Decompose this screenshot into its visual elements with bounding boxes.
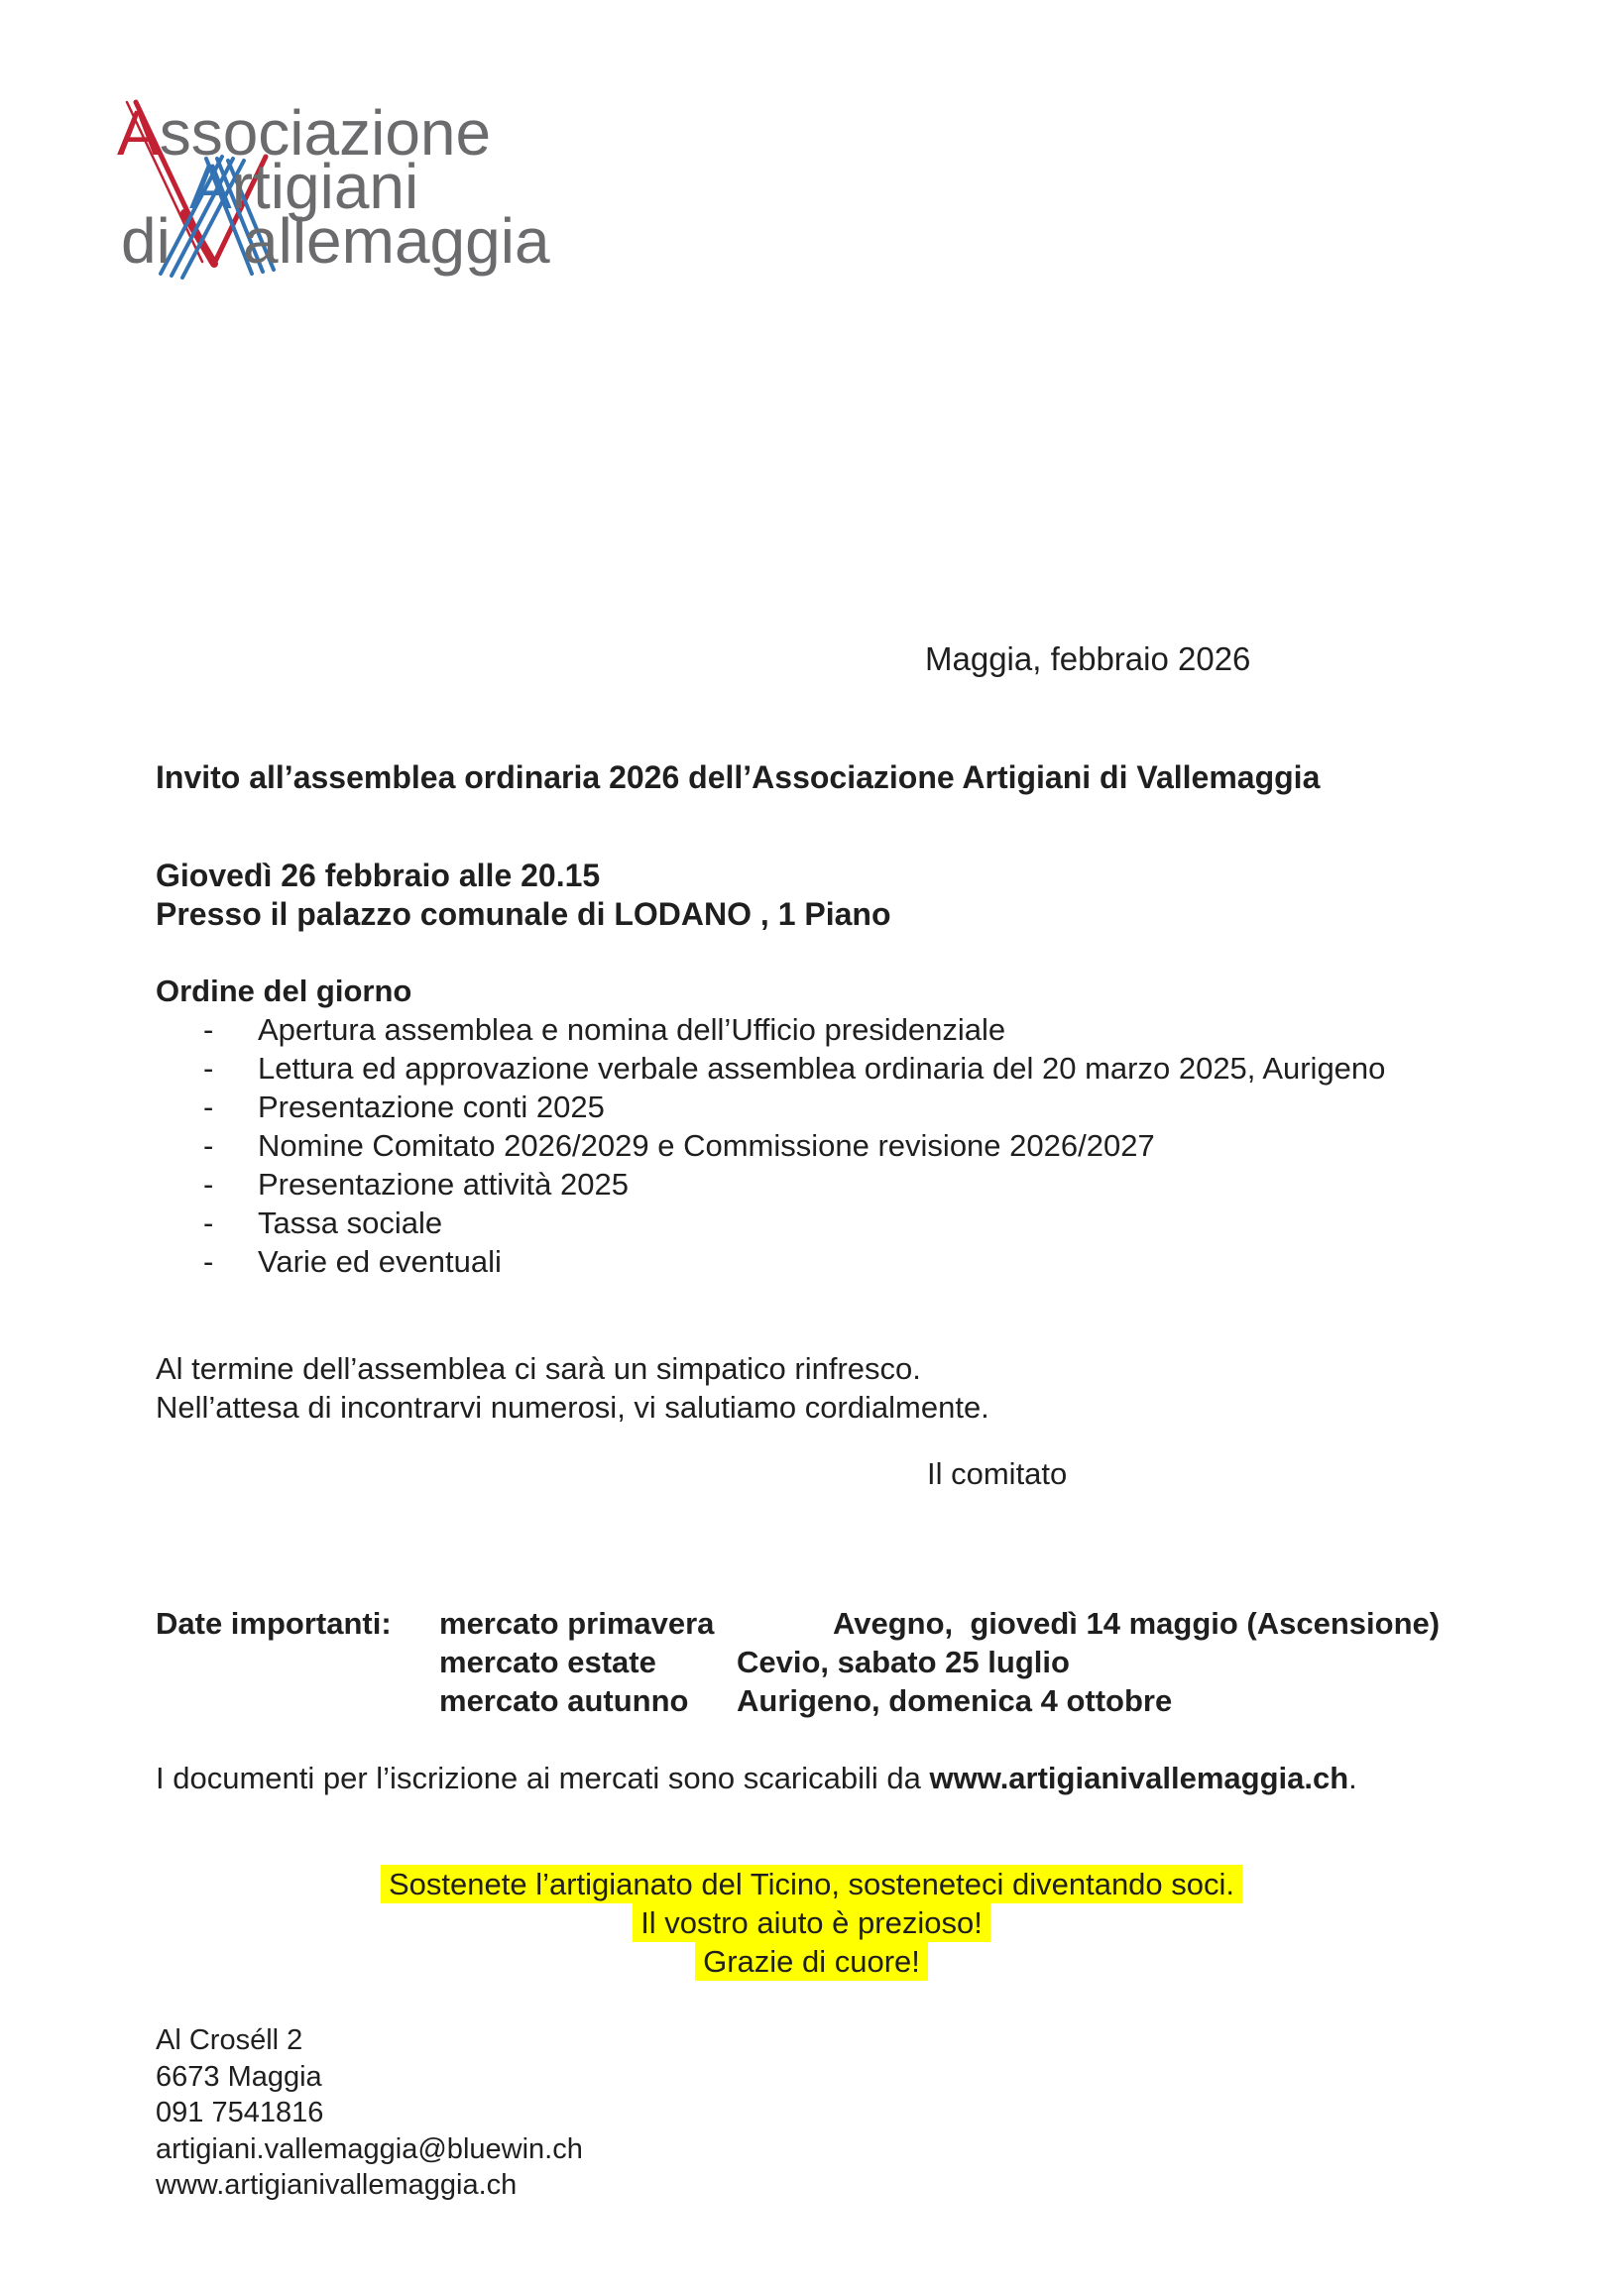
logo-line2: Artigiani	[189, 151, 419, 222]
meeting-datetime-location	[156, 857, 891, 934]
market-detail: Avegno, giovedì 14 maggio (Ascensione)	[833, 1606, 1441, 1641]
agenda-item-marker: -	[203, 1128, 214, 1163]
agenda-item	[156, 1242, 1405, 1281]
contact-city: 6673 Maggia	[156, 2060, 322, 2093]
appeal-line-2: Il vostro aiuto è prezioso!	[633, 1903, 990, 1942]
agenda-item	[156, 1204, 1405, 1242]
agenda-item	[156, 1049, 1405, 1088]
agenda-item-text: Presentazione attività 2025	[258, 1167, 629, 1202]
market-detail: Aurigeno, domenica 4 ottobre	[737, 1683, 1173, 1718]
market-name: mercato autunno	[439, 1683, 689, 1718]
signature: Il comitato	[927, 1456, 1068, 1491]
appeal-line-3: Grazie di cuore!	[695, 1942, 928, 1981]
membership-appeal	[156, 1865, 1467, 1981]
logo-line3-rest: allemaggia	[243, 205, 550, 277]
contact-email: artigiani.vallemaggia@bluewin.ch	[156, 2132, 583, 2165]
agenda-item	[156, 1010, 1405, 1049]
market-name: mercato primavera	[439, 1606, 715, 1641]
closing-line-2: Nell’attesa di incontrarvi numerosi, vi salutiamo cordialmente.	[156, 1390, 989, 1425]
download-website-url: www.artigianivallemaggia.ch	[929, 1761, 1349, 1795]
logo-line3-di: di	[121, 205, 171, 277]
contact-block	[156, 2022, 583, 2204]
contact-website: www.artigianivallemaggia.ch	[156, 2169, 518, 2201]
agenda-item	[156, 1126, 1405, 1165]
association-logo	[94, 71, 610, 299]
agenda-item-text: Apertura assemblea e nomina dell’Ufficio presidenziale	[258, 1012, 1006, 1047]
download-note-text: I documenti per l’iscrizione ai mercati sono scaricabili da	[156, 1761, 930, 1795]
market-detail: Cevio, sabato 25 luglio	[737, 1645, 1070, 1679]
closing-paragraph	[156, 1349, 989, 1427]
agenda-item-marker: -	[203, 1244, 214, 1279]
appeal-line-1: Sostenete l’artigianato del Ticino, sosteneteci diventando soci.	[381, 1865, 1242, 1903]
contact-street: Al Croséll 2	[156, 2024, 303, 2056]
download-note	[156, 1761, 1357, 1796]
agenda-item-text: Nomine Comitato 2026/2029 e Commissione revisione 2026/2027	[258, 1128, 1155, 1163]
agenda-item-marker: -	[203, 1167, 214, 1202]
agenda-list	[156, 1010, 1405, 1281]
closing-line-1: Al termine dell’assemblea ci sarà un simpatico rinfresco.	[156, 1351, 921, 1386]
agenda-item-text: Varie ed eventuali	[258, 1244, 502, 1279]
agenda-item	[156, 1088, 1405, 1126]
agenda-item-text: Presentazione conti 2025	[258, 1090, 605, 1124]
important-dates-label: Date importanti:	[156, 1606, 392, 1641]
agenda-item-marker: -	[203, 1205, 214, 1240]
dateline: Maggia, febbraio 2026	[925, 640, 1251, 677]
market-name: mercato estate	[439, 1645, 656, 1679]
contact-phone: 091 7541816	[156, 2097, 324, 2128]
letter-title: Invito all’assemblea ordinaria 2026 dell’Associazione Artigiani di Vallemaggia	[156, 759, 1321, 795]
agenda-item	[156, 1165, 1405, 1204]
agenda-item-marker: -	[203, 1051, 214, 1086]
agenda-title: Ordine del giorno	[156, 974, 412, 1008]
important-dates-table	[0, 1606, 1624, 1735]
agenda-item-marker: -	[203, 1090, 214, 1124]
meeting-location: Presso il palazzo comunale di LODANO , 1 Piano	[156, 896, 891, 932]
agenda-item-text: Lettura ed approvazione verbale assemblea ordinaria del 20 marzo 2025, Aurigeno	[258, 1051, 1386, 1086]
download-note-period: .	[1348, 1761, 1357, 1795]
agenda-item-text: Tassa sociale	[258, 1205, 443, 1240]
logo-line1: Associazione	[117, 97, 492, 169]
meeting-datetime: Giovedì 26 febbraio alle 20.15	[156, 858, 601, 893]
agenda-item-marker: -	[203, 1012, 214, 1047]
